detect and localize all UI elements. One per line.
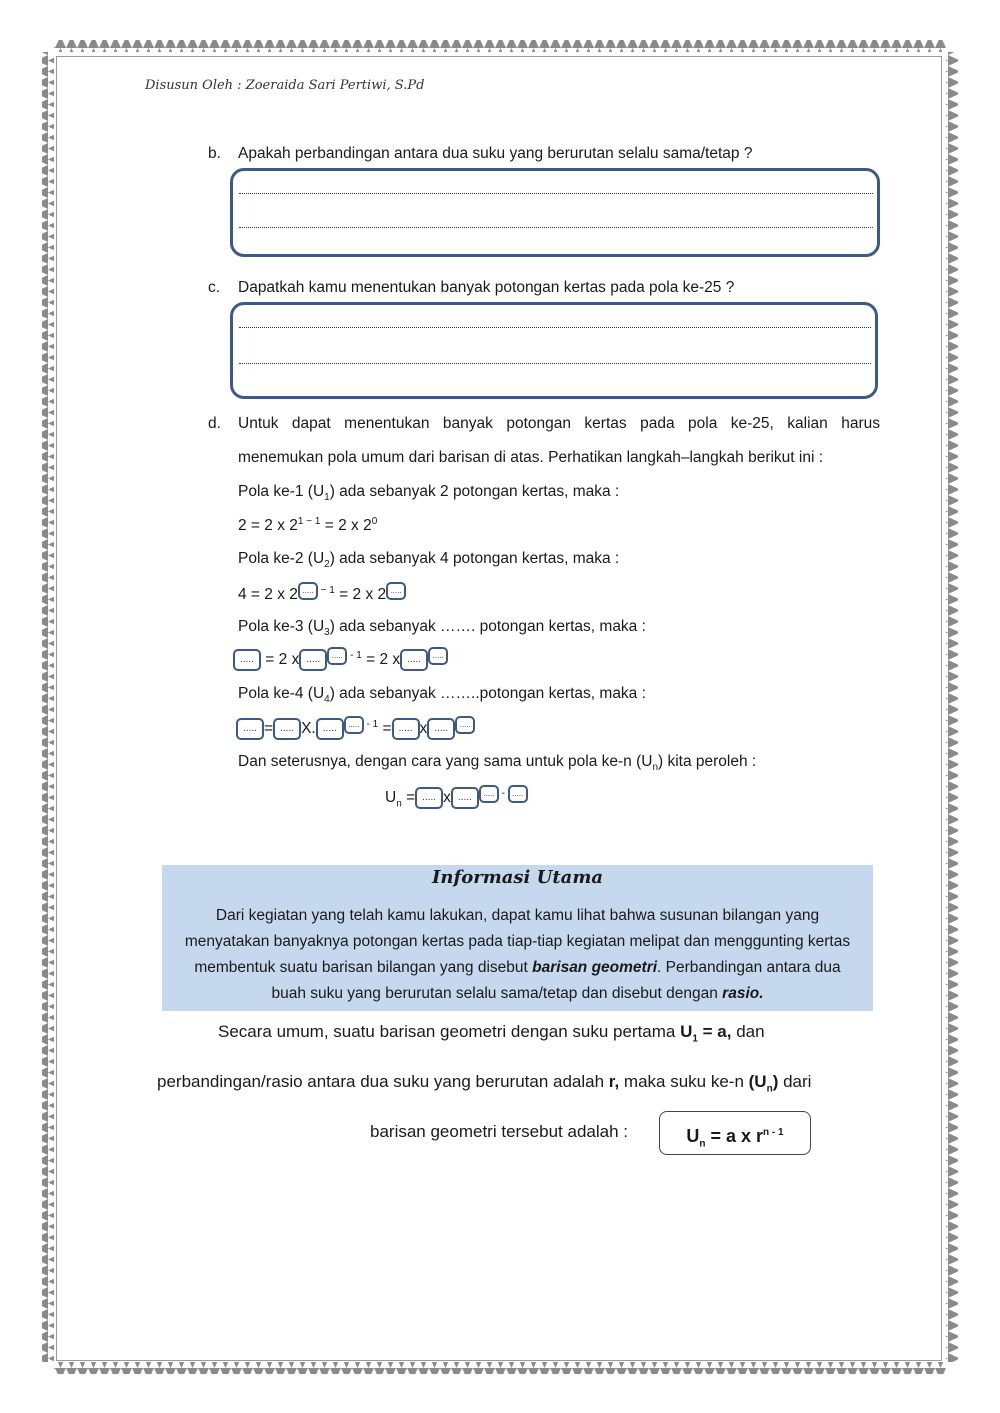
pattern-3-pre: Pola ke-3 (U	[238, 618, 325, 635]
summary-2-mid: maka suku ke-n	[619, 1072, 749, 1091]
eq3-minus: - 1	[347, 650, 362, 661]
summary-2-post: dari	[778, 1072, 812, 1091]
pattern-n-line	[238, 753, 756, 773]
eq1-sup: 1 − 1	[297, 516, 321, 527]
un-pre: U	[385, 789, 397, 807]
eq3-eq: = 2 x	[261, 651, 300, 669]
info-title: Informasi Utama	[431, 867, 604, 888]
equation-3	[233, 647, 448, 671]
eq1-sup2: 0	[371, 516, 378, 527]
equation-1	[238, 516, 377, 535]
pattern-1-post: ) ada sebanyak 2 potongan kertas, maka :	[329, 483, 620, 500]
pattern-3-sub: 3	[324, 627, 330, 639]
un-eq: =	[401, 789, 416, 807]
summary-line-2	[157, 1072, 811, 1094]
eq2-a: 4 = 2 x 2	[238, 586, 298, 604]
blank-input[interactable]: .....	[273, 718, 301, 740]
question-c-label: c.	[208, 279, 221, 296]
question-b-text: Apakah perbandingan antara dua suku yang berurutan selalu sama/tetap ?	[238, 145, 753, 162]
blank-input[interactable]: .....	[298, 582, 318, 600]
answer-line	[239, 227, 873, 228]
summary-2-un: (U	[748, 1072, 767, 1091]
summary-2-pre: perbandingan/rasio antara dua suku yang berurutan adalah	[157, 1072, 609, 1091]
blank-input[interactable]: .....	[451, 787, 479, 809]
eq4-x: X.	[301, 720, 316, 738]
summary-1-post: dan	[731, 1022, 765, 1041]
summary-2-un-close: )	[772, 1072, 779, 1091]
formula-box	[659, 1111, 811, 1155]
summary-2-un-sub: n	[766, 1083, 773, 1095]
blank-input[interactable]: .....	[400, 649, 428, 671]
eq4-eq: =	[264, 720, 274, 738]
pattern-1-line	[238, 483, 619, 503]
pattern-3-post: ) ada sebanyak ……. potongan kertas, maka :	[329, 618, 646, 635]
equation-2	[238, 582, 406, 604]
summary-line-1	[218, 1022, 765, 1044]
pattern-n-pre: Dan seterusnya, dengan cara yang sama untuk pola ke-n (U	[238, 753, 653, 770]
eq1-a: 2 = 2 x 2	[238, 517, 298, 535]
info-body-1: Dari kegiatan yang telah kamu lakukan, dapat kamu lihat bahwa susunan bilangan yang menyatakan banyaknya potongan kertas pada tiap-tiap kegiatan melipat dan menggunting kertas membentuk suatu barisan bilangan yang disebut	[184, 907, 851, 976]
blank-input[interactable]: .....	[233, 649, 261, 671]
blank-input[interactable]: .....	[415, 787, 443, 809]
pattern-4-pre: Pola ke-4 (U	[238, 685, 325, 702]
info-panel	[162, 865, 873, 1011]
eq2-minus: − 1	[317, 585, 335, 596]
un-x: x	[443, 789, 451, 807]
pattern-n-post: ) kita peroleh :	[658, 753, 757, 770]
blank-input[interactable]: .....	[299, 649, 327, 671]
un-minus: -	[498, 788, 508, 799]
answer-line	[239, 363, 871, 364]
blank-input[interactable]: .....	[386, 582, 406, 600]
summary-1-a: = a,	[697, 1022, 732, 1041]
blank-input[interactable]: .....	[455, 716, 475, 734]
equation-n	[385, 785, 528, 809]
eq1-b: = 2 x 2	[320, 517, 372, 535]
eq3-b: = 2 x	[361, 651, 401, 669]
blank-input[interactable]: .....	[316, 718, 344, 740]
question-d-label: d.	[208, 415, 221, 432]
summary-1-pre: Secara umum, suatu barisan geometri dengan suku pertama	[218, 1022, 681, 1041]
pattern-3-line	[238, 618, 646, 638]
pattern-2-post: ) ada sebanyak 4 potongan kertas, maka :	[329, 550, 620, 567]
question-d-intro-1: Untuk dapat menentukan banyak potongan kertas pada pola ke-25, kalian harus	[238, 415, 880, 432]
blank-input[interactable]: .....	[428, 647, 448, 665]
question-d-intro-2: menemukan pola umum dari barisan di atas. Perhatikan langkah–langkah berikut ini :	[238, 449, 824, 466]
formula-sup: n - 1	[763, 1127, 784, 1138]
info-body-2: . Perbandingan antara dua buah suku yang berurutan selalu sama/tetap dan disebut dengan	[271, 959, 841, 1002]
author-header: Disusun Oleh : Zoeraida Sari Pertiwi, S.Pd	[145, 78, 425, 93]
blank-input[interactable]: .....	[236, 718, 264, 740]
eq4-minus: - 1	[363, 719, 379, 730]
formula-sub: n	[699, 1138, 706, 1150]
pattern-n-sub: n	[652, 762, 658, 774]
summary-1-sub: 1	[692, 1033, 698, 1045]
pattern-2-line	[238, 550, 619, 570]
summary-2-r: r,	[608, 1072, 620, 1091]
answer-box-b[interactable]	[230, 168, 880, 257]
equation-4	[236, 716, 475, 740]
formula-mid: = a x r	[705, 1126, 764, 1146]
question-b-label: b.	[208, 145, 221, 162]
answer-line	[239, 193, 873, 194]
info-body	[176, 903, 859, 1007]
info-term-rasio: rasio.	[722, 985, 764, 1002]
blank-input[interactable]: .....	[327, 647, 347, 665]
blank-input[interactable]: .....	[508, 785, 528, 803]
question-c-text: Dapatkah kamu menentukan banyak potongan kertas pada pola ke-25 ?	[238, 279, 735, 296]
formula-u: U	[686, 1126, 700, 1146]
answer-line	[239, 327, 871, 328]
blank-input[interactable]: .....	[392, 718, 420, 740]
blank-input[interactable]: .....	[427, 718, 455, 740]
answer-box-c[interactable]	[230, 302, 878, 399]
pattern-1-pre: Pola ke-1 (U	[238, 483, 325, 500]
un-sub: n	[396, 798, 402, 810]
blank-input[interactable]: .....	[344, 716, 364, 734]
blank-input[interactable]: .....	[479, 785, 499, 803]
summary-1-u: U	[680, 1022, 693, 1041]
pattern-2-sub: 2	[324, 559, 330, 571]
info-term-geometri: barisan geometri	[532, 959, 658, 976]
pattern-4-sub: 4	[324, 694, 330, 706]
pattern-2-pre: Pola ke-2 (U	[238, 550, 325, 567]
eq4-x2: x	[419, 720, 428, 738]
eq4-eq2: =	[378, 720, 392, 738]
pattern-4-line	[238, 685, 646, 705]
pattern-4-post: ) ada sebanyak ……..potongan kertas, maka :	[329, 685, 646, 702]
summary-line-3: barisan geometri tersebut adalah :	[370, 1122, 628, 1141]
pattern-1-sub: 1	[324, 492, 330, 504]
eq2-b: = 2 x 2	[334, 586, 387, 604]
